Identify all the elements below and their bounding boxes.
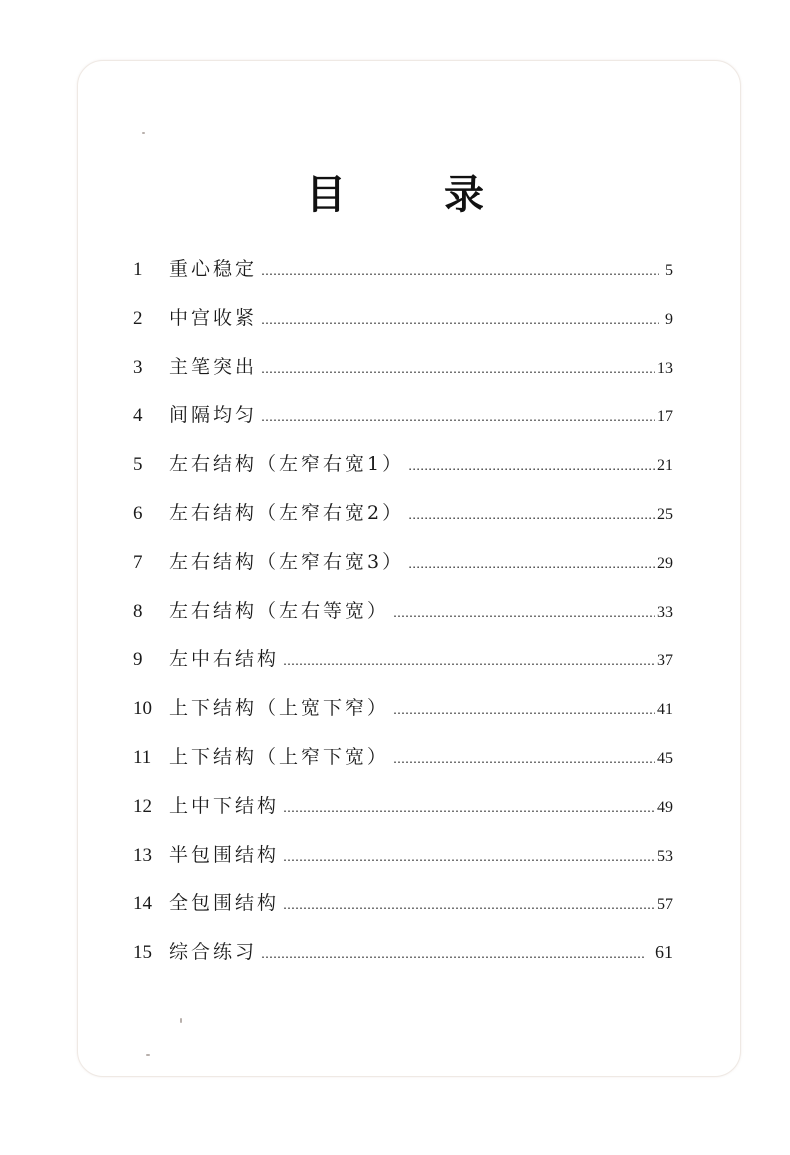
dot-leader (261, 247, 659, 296)
toc-entry[interactable] (133, 245, 673, 294)
scan-speck (146, 1054, 150, 1056)
entry-page-number: 29 (657, 554, 673, 572)
toc-entry[interactable] (133, 782, 673, 831)
entry-page-number: 41 (657, 701, 673, 719)
entry-title: 上下结构（上窄下宽） (169, 745, 390, 768)
entry-page-number: 5 (665, 262, 673, 279)
toc-entry[interactable] (133, 831, 673, 880)
entry-page-number: 61 (655, 942, 673, 963)
dot-leader (408, 491, 655, 540)
dot-leader (261, 930, 645, 979)
dot-leader (283, 784, 655, 833)
entry-number: 13 (133, 844, 152, 866)
entry-number: 11 (133, 746, 152, 768)
entry-title: 重心稳定 (169, 258, 258, 280)
entry-title: 左右结构（左窄右宽3） (169, 550, 405, 573)
entry-title: 左右结构（左窄右宽1） (169, 453, 405, 476)
toc-list (133, 245, 673, 977)
entry-number: 5 (133, 454, 143, 476)
entry-title: 左右结构（左窄右宽2） (169, 501, 405, 524)
dot-leader (261, 393, 655, 442)
toc-title: 目 录 (306, 170, 526, 218)
entry-page-number: 49 (657, 798, 673, 816)
entry-number: 3 (133, 356, 143, 378)
entry-number: 2 (133, 307, 143, 329)
dot-leader (261, 296, 659, 345)
dot-leader (393, 735, 655, 784)
dot-leader (408, 540, 655, 589)
entry-number: 9 (133, 649, 143, 671)
entry-number: 8 (133, 600, 143, 622)
dot-leader (393, 589, 655, 638)
entry-title: 中宫收紧 (169, 306, 258, 329)
toc-entry[interactable] (133, 538, 673, 587)
entry-page-number: 33 (657, 603, 673, 621)
toc-entry[interactable] (133, 587, 673, 636)
entry-title: 全包围结构 (169, 892, 280, 915)
entry-page-number: 57 (657, 896, 673, 914)
toc-entry[interactable] (133, 440, 673, 489)
toc-entry[interactable] (133, 343, 673, 392)
entry-number: 10 (133, 698, 152, 720)
toc-entry[interactable] (133, 489, 673, 538)
toc-entry[interactable] (133, 684, 673, 733)
entry-title: 间隔均匀 (169, 404, 258, 427)
entry-page-number: 9 (665, 310, 673, 328)
entry-number: 6 (133, 502, 143, 524)
entry-number: 15 (133, 942, 152, 964)
entry-page-number: 37 (657, 652, 673, 670)
dot-leader (283, 637, 655, 686)
entry-title: 上中下结构 (169, 794, 280, 817)
entry-title: 综合练习 (169, 941, 258, 964)
toc-entry[interactable] (133, 733, 673, 782)
entry-title: 上下结构（上宽下窄） (169, 697, 390, 720)
toc-entry[interactable] (133, 879, 673, 928)
dot-leader (283, 881, 655, 930)
entry-number: 14 (133, 893, 152, 915)
entry-number: 4 (133, 405, 143, 427)
toc-entry[interactable] (133, 294, 673, 343)
entry-title: 左中右结构 (169, 648, 280, 671)
dot-leader (408, 442, 655, 491)
entry-title: 半包围结构 (169, 843, 280, 866)
scan-speck (142, 132, 145, 134)
entry-page-number: 13 (657, 359, 673, 377)
entry-title: 左右结构（左右等宽） (169, 599, 390, 622)
entry-number: 12 (133, 795, 152, 817)
entry-number: 1 (133, 259, 143, 280)
entry-page-number: 21 (657, 457, 673, 475)
dot-leader (283, 833, 655, 882)
toc-entry[interactable] (133, 928, 673, 977)
dot-leader (393, 686, 655, 735)
entry-page-number: 45 (657, 749, 673, 767)
entry-page-number: 25 (657, 505, 673, 523)
toc-entry[interactable] (133, 391, 673, 440)
dot-leader (261, 345, 655, 394)
entry-page-number: 17 (657, 408, 673, 426)
scan-speck (180, 1018, 182, 1023)
entry-title: 主笔突出 (169, 355, 258, 378)
entry-page-number: 53 (657, 847, 673, 865)
entry-number: 7 (133, 551, 143, 573)
toc-entry[interactable] (133, 635, 673, 684)
